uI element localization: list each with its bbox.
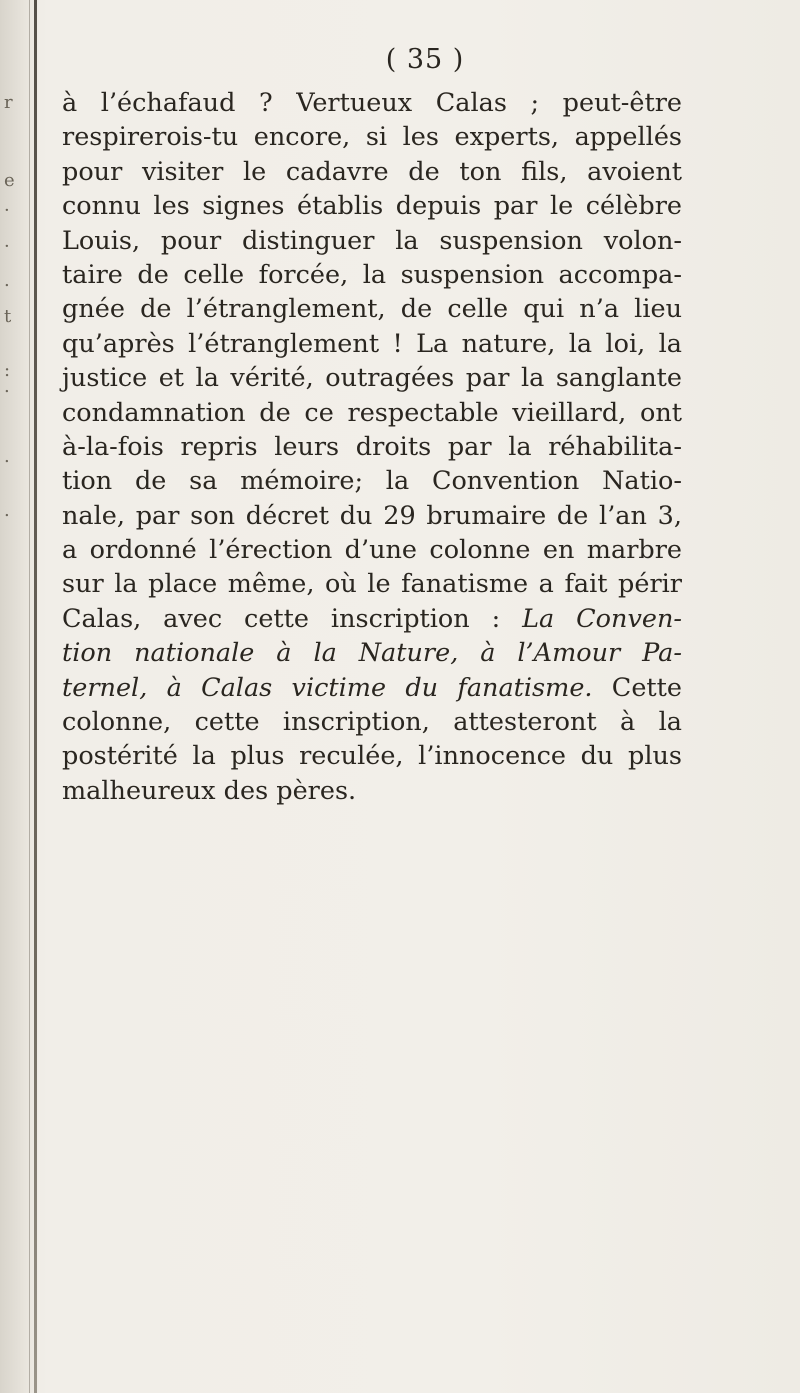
text-segment: à-la-fois repris leurs droits par la réhabilita- [62, 431, 682, 462]
italic-text-segment: tion nationale à la Nature, à l’Amour Pa- [62, 638, 682, 669]
edge-mark: · [4, 236, 10, 257]
text-segment: postérité la plus reculée, l’innocence du plus [62, 741, 682, 772]
text-line [62, 258, 682, 292]
text-line [62, 327, 682, 361]
text-segment: Calas, avec cette inscription : [62, 603, 523, 634]
text-segment: Cette [592, 672, 682, 703]
edge-mark: . [4, 270, 10, 291]
text-line [62, 464, 682, 498]
text-line [62, 224, 682, 258]
text-segment: colonne, cette inscription, attesteront à la [62, 707, 682, 738]
edge-mark: . [4, 376, 10, 397]
page-number: ( 35 ) [385, 44, 465, 75]
text-segment: connu les signes établis depuis par le célèbre [62, 191, 682, 222]
text-segment: tion de sa mémoire; la Convention Natio- [62, 466, 682, 497]
text-segment: sur la place même, où le fanatisme a fait périr [62, 569, 682, 600]
edge-mark: r [4, 92, 13, 113]
text-line [62, 636, 682, 670]
text-segment: respirerois-tu encore, si les experts, appellés [62, 122, 682, 153]
edge-mark: : [4, 360, 11, 381]
edge-mark: t [4, 306, 12, 327]
text-line [62, 499, 682, 533]
edge-mark: · [4, 200, 10, 221]
text-line [62, 739, 682, 773]
text-line [62, 671, 682, 705]
text-segment: qu’après l’étranglement ! La nature, la loi, la [62, 328, 682, 359]
text-line [62, 533, 682, 567]
gutter-line [29, 0, 30, 1393]
text-segment: nale, par son décret du 29 brumaire de l’an 3, [62, 500, 682, 531]
text-segment: Louis, pour distinguer la suspension volon- [62, 225, 682, 256]
text-line [62, 705, 682, 739]
text-line [62, 120, 682, 154]
text-segment: taire de celle forcée, la suspension accompa- [62, 259, 682, 290]
text-segment: a ordonné l’érection d’une colonne en marbre [62, 535, 682, 566]
italic-text-segment: ternel, à Calas victime du fanatisme. [62, 672, 593, 703]
margin-edge-marks [0, 0, 24, 700]
body-text [62, 86, 682, 808]
edge-mark: . [4, 446, 10, 467]
text-segment: gnée de l’étranglement, de celle qui n’a lieu [62, 294, 682, 325]
text-segment: pour visiter le cadavre de ton fils, avoient [62, 156, 682, 187]
text-line [62, 189, 682, 223]
text-line [62, 567, 682, 601]
text-line [62, 86, 682, 120]
gutter-edge [34, 0, 37, 1393]
edge-mark: . [4, 500, 10, 521]
text-segment: condamnation de ce respectable vieillard, ont [62, 397, 682, 428]
text-segment: à l’échafaud ? Vertueux Calas ; peut-être [62, 88, 682, 118]
text-line [62, 396, 682, 430]
page-number-header [0, 44, 800, 75]
text-segment: justice et la vérité, outragées par la sanglante [62, 363, 682, 394]
text-line [62, 155, 682, 189]
text-line [62, 430, 682, 464]
text-line [62, 292, 682, 326]
text-segment: malheureux des pères. [62, 775, 357, 806]
edge-mark: e [4, 170, 15, 191]
italic-text-segment: La Conven- [522, 603, 682, 634]
text-line [62, 361, 682, 395]
text-line [62, 602, 682, 636]
text-line [62, 774, 682, 808]
